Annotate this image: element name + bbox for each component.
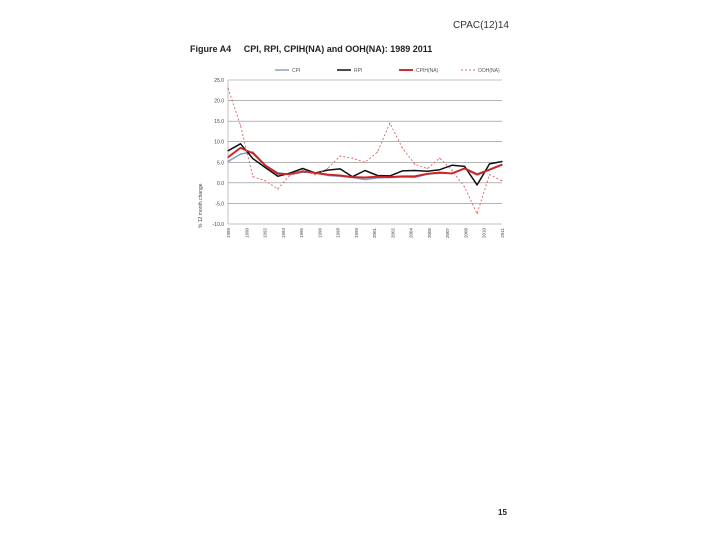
data-point <box>377 176 378 177</box>
data-point <box>240 147 241 148</box>
data-point <box>265 165 266 166</box>
data-point <box>489 174 490 175</box>
data-point <box>477 184 478 185</box>
data-point <box>240 125 241 126</box>
data-point <box>427 168 428 169</box>
figure-title-text: CPI, RPI, CPIH(NA) and OOH(NA): 1989 2011 <box>243 44 433 54</box>
y-tick-label: 25.0 <box>214 78 224 84</box>
data-point <box>464 166 465 167</box>
data-point <box>477 213 478 214</box>
data-point <box>389 123 390 124</box>
data-point <box>240 143 241 144</box>
x-tick-label: 2008 <box>463 228 469 239</box>
x-tick-label: 2007 <box>445 228 451 239</box>
data-point <box>240 154 241 155</box>
chart-legend <box>275 68 500 74</box>
legend-label: CPI <box>292 68 301 74</box>
data-point <box>414 164 415 165</box>
data-point <box>277 173 278 174</box>
x-tick-label: 1999 <box>353 228 359 239</box>
data-point <box>402 147 403 148</box>
y-tick-label: 0.0 <box>217 180 224 187</box>
y-tick-label: 15.0 <box>214 119 224 126</box>
data-point <box>302 168 303 169</box>
x-tick-label: 2004 <box>408 228 414 239</box>
data-point <box>489 169 490 170</box>
data-point <box>252 176 253 177</box>
data-point <box>464 186 465 187</box>
x-tick-label: 1990 <box>244 228 250 239</box>
legend-label: CPIH(NA) <box>416 68 439 74</box>
chart-series <box>227 88 502 215</box>
data-point <box>464 168 465 169</box>
y-axis-label: % 12 month change <box>198 183 204 228</box>
data-point <box>340 175 341 176</box>
x-tick-label: 2005 <box>426 228 432 239</box>
data-point <box>227 150 228 151</box>
data-point <box>402 176 403 177</box>
data-point <box>315 172 316 173</box>
x-tick-label: 1995 <box>299 228 305 239</box>
data-point <box>452 165 453 166</box>
data-point <box>377 151 378 152</box>
y-tick-label: 5.0 <box>217 160 224 167</box>
data-point <box>315 174 316 175</box>
data-point <box>252 153 253 154</box>
data-point <box>327 168 328 169</box>
data-point <box>327 170 328 171</box>
data-point <box>277 188 278 189</box>
series-line-oohna <box>228 88 502 214</box>
data-point <box>489 163 490 164</box>
y-tick-label: 10.0 <box>214 139 224 146</box>
chart-gridlines <box>228 80 502 224</box>
document-reference: CPAC(12)14 <box>453 20 509 31</box>
data-point <box>439 172 440 173</box>
data-point <box>265 180 266 181</box>
data-point <box>252 158 253 159</box>
x-tick-label: 2002 <box>390 228 396 239</box>
figure-title <box>190 44 432 54</box>
data-point <box>227 161 228 162</box>
page-number: 15 <box>498 508 507 517</box>
data-point <box>501 180 502 181</box>
data-point <box>389 177 390 178</box>
data-point <box>227 88 228 89</box>
line-chart <box>180 58 520 268</box>
data-point <box>452 173 453 174</box>
data-point <box>290 174 291 175</box>
data-point <box>439 169 440 170</box>
x-tick-label: 1998 <box>335 228 341 239</box>
x-tick-label: 1989 <box>226 228 231 239</box>
data-point <box>414 176 415 177</box>
x-tick-label: 2001 <box>372 228 378 239</box>
y-axis-ticks <box>213 78 225 228</box>
x-tick-label: 1993 <box>280 228 286 239</box>
data-point <box>452 170 453 171</box>
data-point <box>414 170 415 171</box>
data-point <box>227 157 228 158</box>
series-line-rpi <box>228 144 502 185</box>
x-tick-label: 1996 <box>317 228 323 239</box>
data-point <box>364 162 365 163</box>
x-axis-ticks <box>226 228 505 239</box>
data-point <box>477 174 478 175</box>
data-point <box>352 177 353 178</box>
data-point <box>340 156 341 157</box>
data-point <box>364 170 365 171</box>
data-point <box>501 164 502 165</box>
data-point <box>327 174 328 175</box>
data-point <box>439 158 440 159</box>
data-point <box>265 167 266 168</box>
data-point <box>402 170 403 171</box>
legend-label: RPI <box>354 68 363 74</box>
data-point <box>302 170 303 171</box>
x-tick-label: 1992 <box>262 228 268 239</box>
data-point <box>427 171 428 172</box>
data-point <box>340 168 341 169</box>
y-tick-label: 20.0 <box>214 98 224 105</box>
data-point <box>427 173 428 174</box>
data-point <box>352 158 353 159</box>
data-point <box>277 176 278 177</box>
x-tick-label: 2011 <box>500 228 505 238</box>
legend-label: OOH(NA) <box>478 68 500 74</box>
figure-label: Figure A4 <box>190 44 232 54</box>
y-tick-label: -10.0 <box>212 222 224 228</box>
data-point <box>501 161 502 162</box>
data-point <box>364 179 365 180</box>
x-tick-label: 2010 <box>481 228 487 239</box>
y-tick-label: -5.0 <box>215 201 224 208</box>
data-point <box>364 177 365 178</box>
